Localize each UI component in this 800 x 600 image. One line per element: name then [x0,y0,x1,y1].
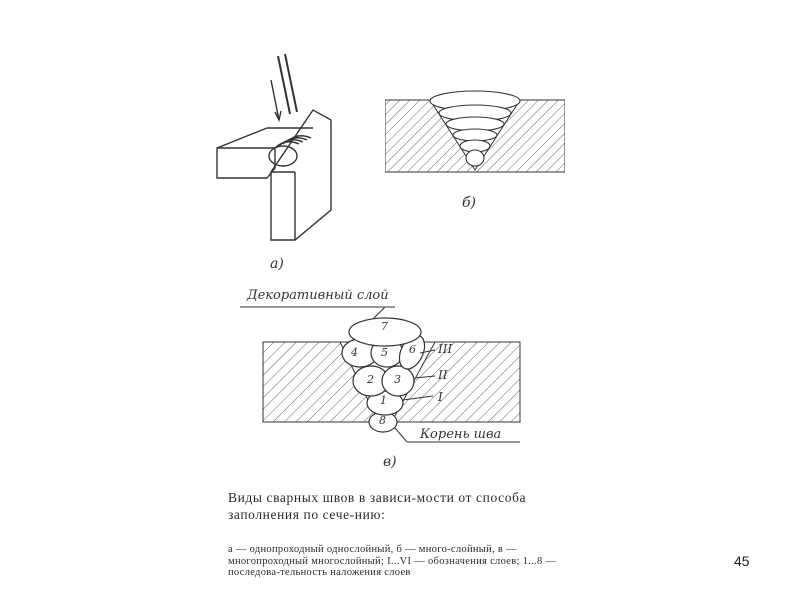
layer-number: 4 [351,346,358,359]
caption-body: а — однопроходный однослойный, б — много-слойный, в — многопроходный многослойный; I...VI — обозначения слоев; 1...8 — последова-тельность наложения слоев [228,544,557,578]
figure-a-single-pass [205,50,355,250]
layer-number: 7 [381,320,388,333]
layer-roman: II [438,368,448,382]
layer-roman: III [438,342,453,356]
layer-roman: I [438,390,443,404]
page-number: 45 [734,553,750,569]
layer-number: 2 [367,373,374,386]
root-label: Корень шва [420,427,502,442]
layer-number: 3 [394,373,401,386]
figure-a-label: а) [270,256,284,272]
caption-title: Виды сварных швов в зависи-мости от способа заполнения по сече-нию: [228,490,527,522]
layer-number: 1 [380,394,387,407]
decorative-layer-label: Декоративный слой [247,288,389,303]
layer-number: 5 [381,346,388,359]
figure-v-label: в) [383,454,397,470]
figure-b-multi-layer [385,85,565,180]
layer-number: 6 [409,343,416,356]
layer-number: 8 [379,414,386,427]
figure-b-label: б) [462,195,477,211]
